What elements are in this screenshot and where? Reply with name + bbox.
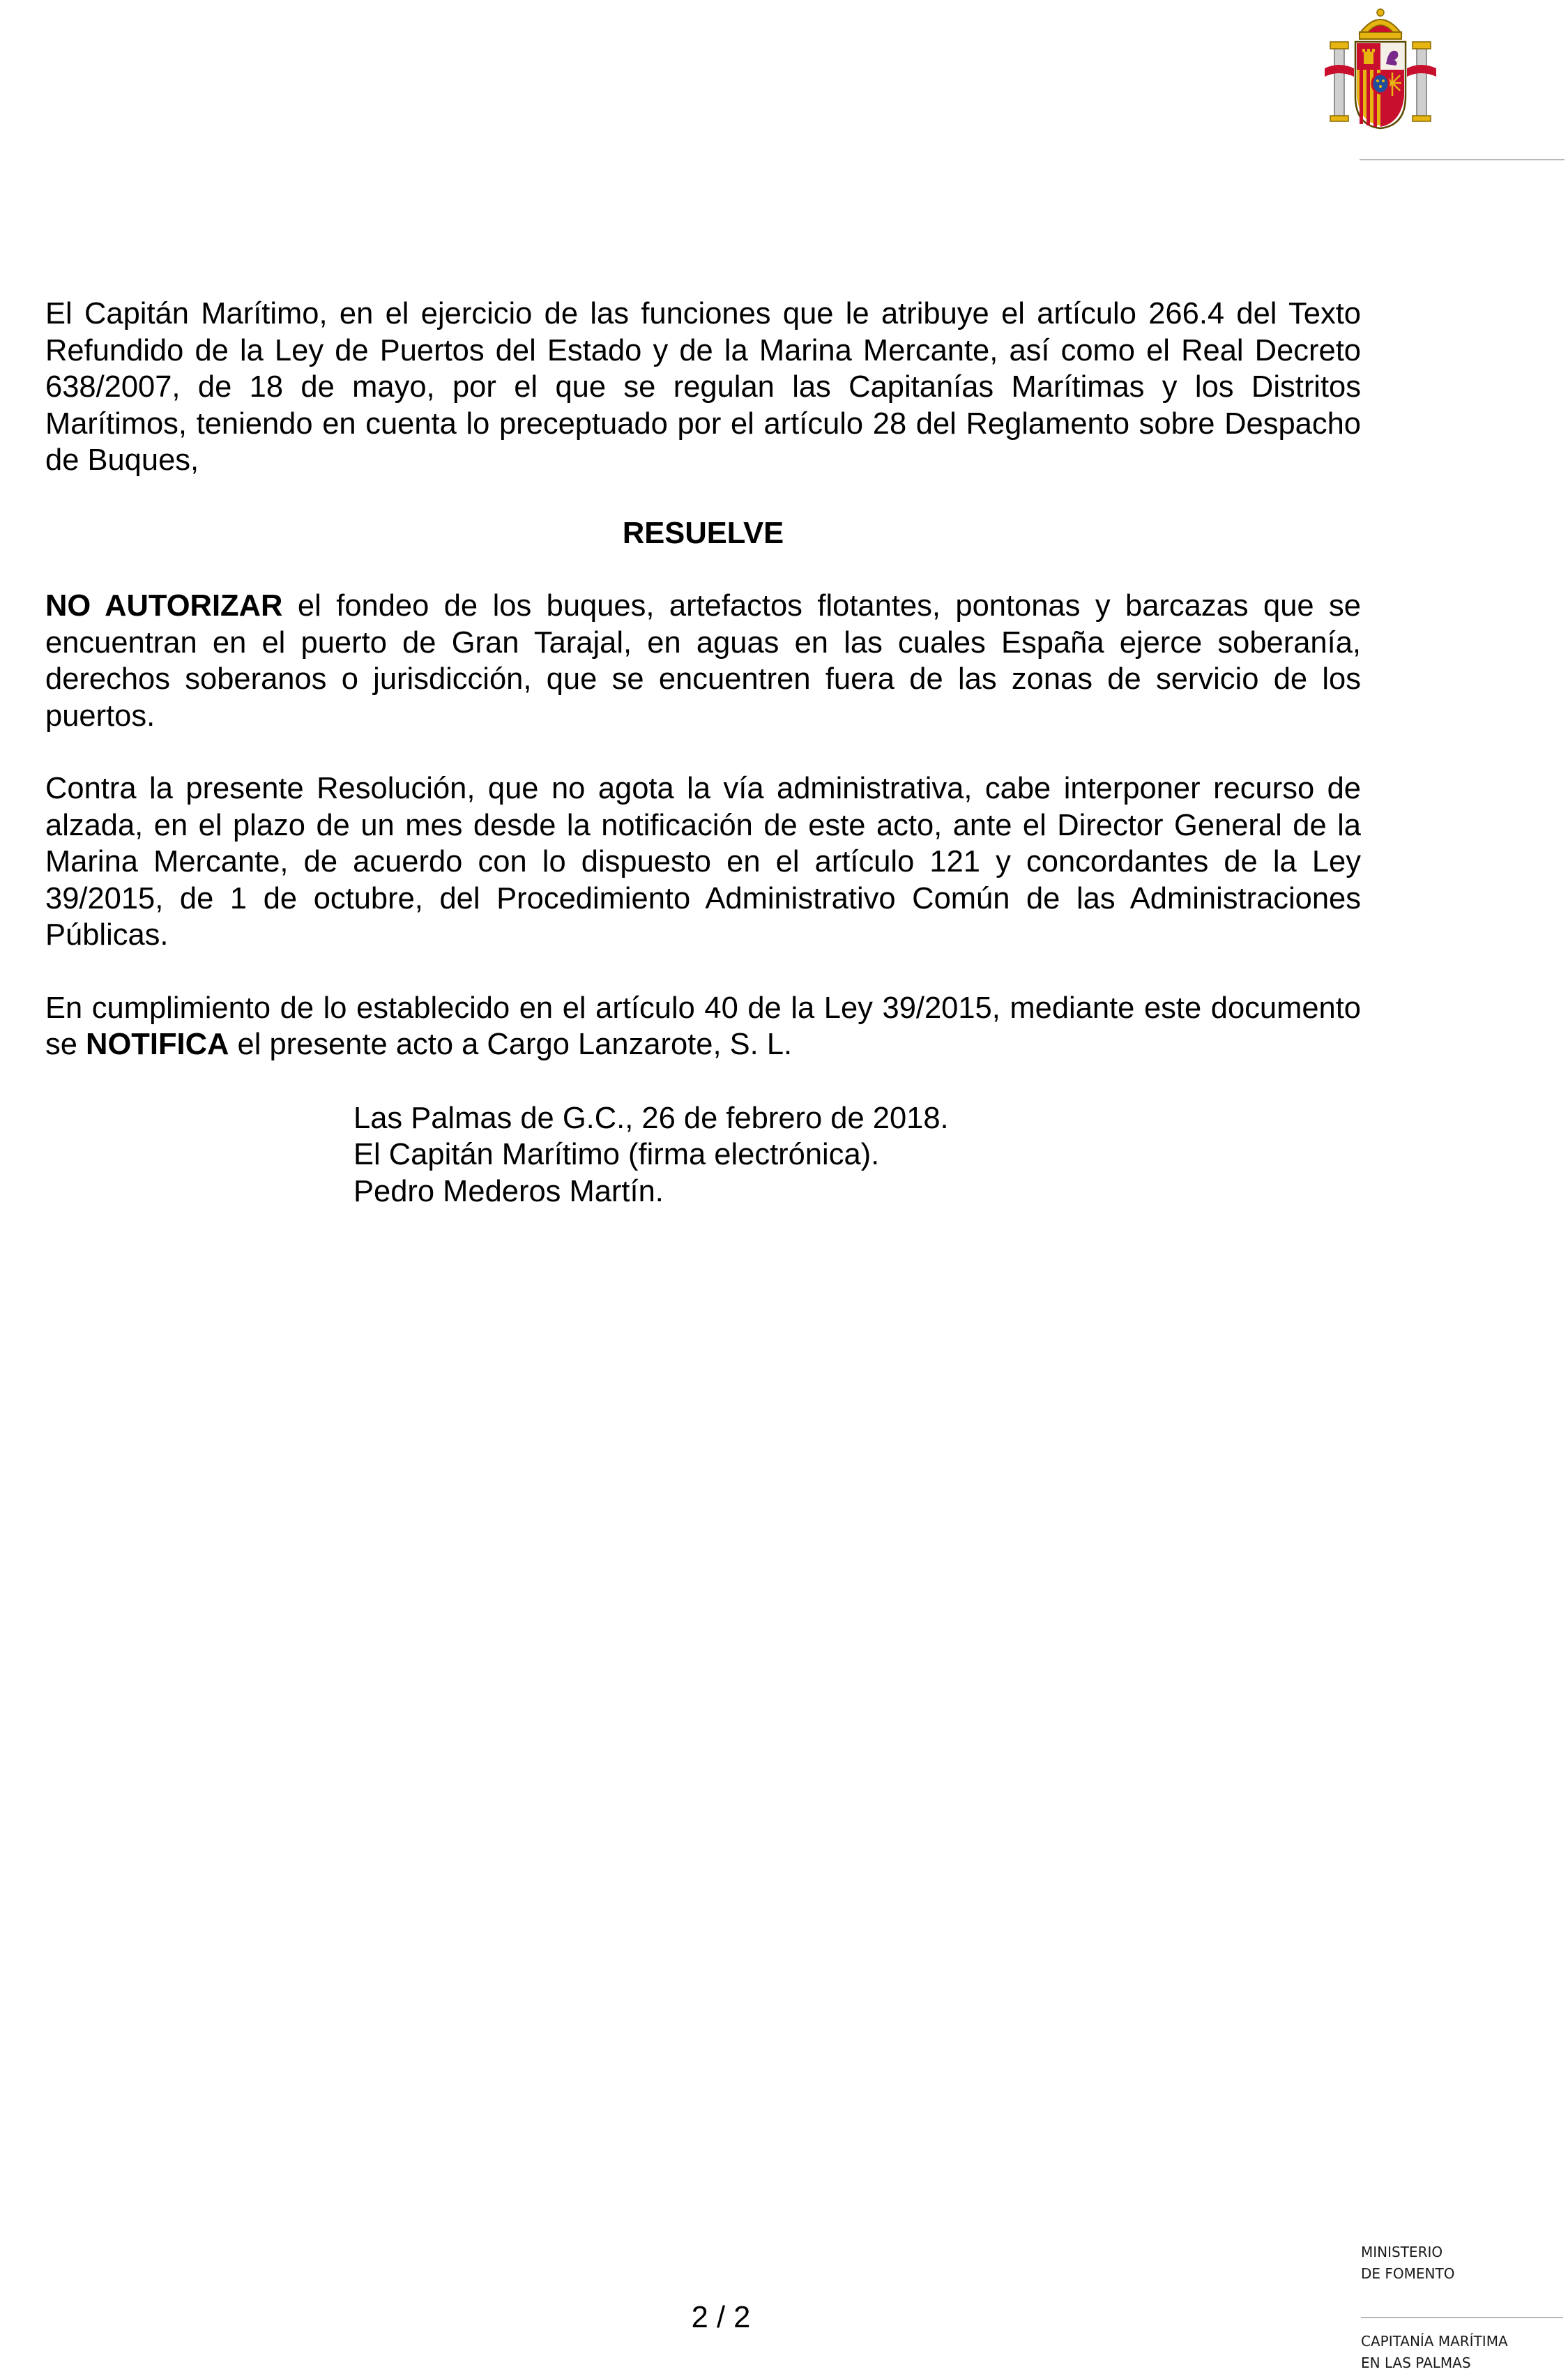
- page-number: 2 / 2: [691, 2301, 751, 2334]
- signature-name: Pedro Mederos Martín.: [353, 1174, 664, 1208]
- office-line-2: EN LAS PALMAS: [1361, 2354, 1471, 2371]
- intro-paragraph: El Capitán Marítimo, en el ejercicio de las funciones que le atribuye el artículo 266.4 del Texto Refundido de la Ley de Puertos del Estado y de la Marina Mercante, así como el Real Decreto 638/2007, de 18 de mayo, por el que se regulan las Capitanías Marítimas y los Distritos Marítimos, teniendo en cuenta lo preceptuado por el artículo 28 del Reglamento sobre Despacho de Buques,: [45, 297, 1361, 477]
- footer-divider: [1361, 2317, 1563, 2318]
- ministry-line-2: DE FOMENTO: [1361, 2265, 1455, 2282]
- appeal-paragraph: Contra la presente Resolución, que no agota la vía administrativa, cabe interponer recurso de alzada, en el plazo de un mes desde la notificación de este acto, ante el Director General de la Marina Mercante, de acuerdo con lo dispuesto en el artículo 121 y concordantes de la Ley 39/2015, de 1 de octubre, del Procedimiento Administrativo Común de las Administraciones Públicas.: [45, 772, 1361, 952]
- resolution-keyword: NO AUTORIZAR: [45, 589, 283, 623]
- signature-role: El Capitán Marítimo (firma electrónica).: [353, 1138, 880, 1171]
- resolution-heading: RESUELVE: [622, 516, 784, 550]
- resolution-text: el fondeo de los buques, artefactos flotantes, pontonas y barcazas que se encuentran en el puerto de Gran Tarajal, en aguas en las cuales España ejerce soberanía, derechos soberanos o jurisdicción, que se encuentren fuera de las zonas de servicio de los puertos.: [45, 589, 1361, 733]
- header-divider: [1360, 159, 1565, 160]
- ministry-line-1: MINISTERIO: [1361, 2244, 1443, 2260]
- office-line-1: CAPITANÍA MARÍTIMA: [1361, 2333, 1508, 2350]
- notification-keyword: NOTIFICA: [86, 1028, 229, 1061]
- spanish-coat-of-arms-icon: [1311, 6, 1450, 131]
- document-body: [45, 296, 1361, 1210]
- signature-block: [353, 1100, 1361, 1210]
- notification-text-after: el presente acto a Cargo Lanzarote, S. L.: [229, 1028, 793, 1061]
- signature-place-date: Las Palmas de G.C., 26 de febrero de 2018.: [353, 1101, 949, 1135]
- resolution-paragraph: [45, 588, 1361, 734]
- notification-text-before: En cumplimiento de lo establecido en el artículo 40 de la Ley 39/2015, mediante este documento se: [45, 991, 1361, 1061]
- footer-institution: [1361, 2242, 1563, 2374]
- notification-paragraph: [45, 990, 1361, 1063]
